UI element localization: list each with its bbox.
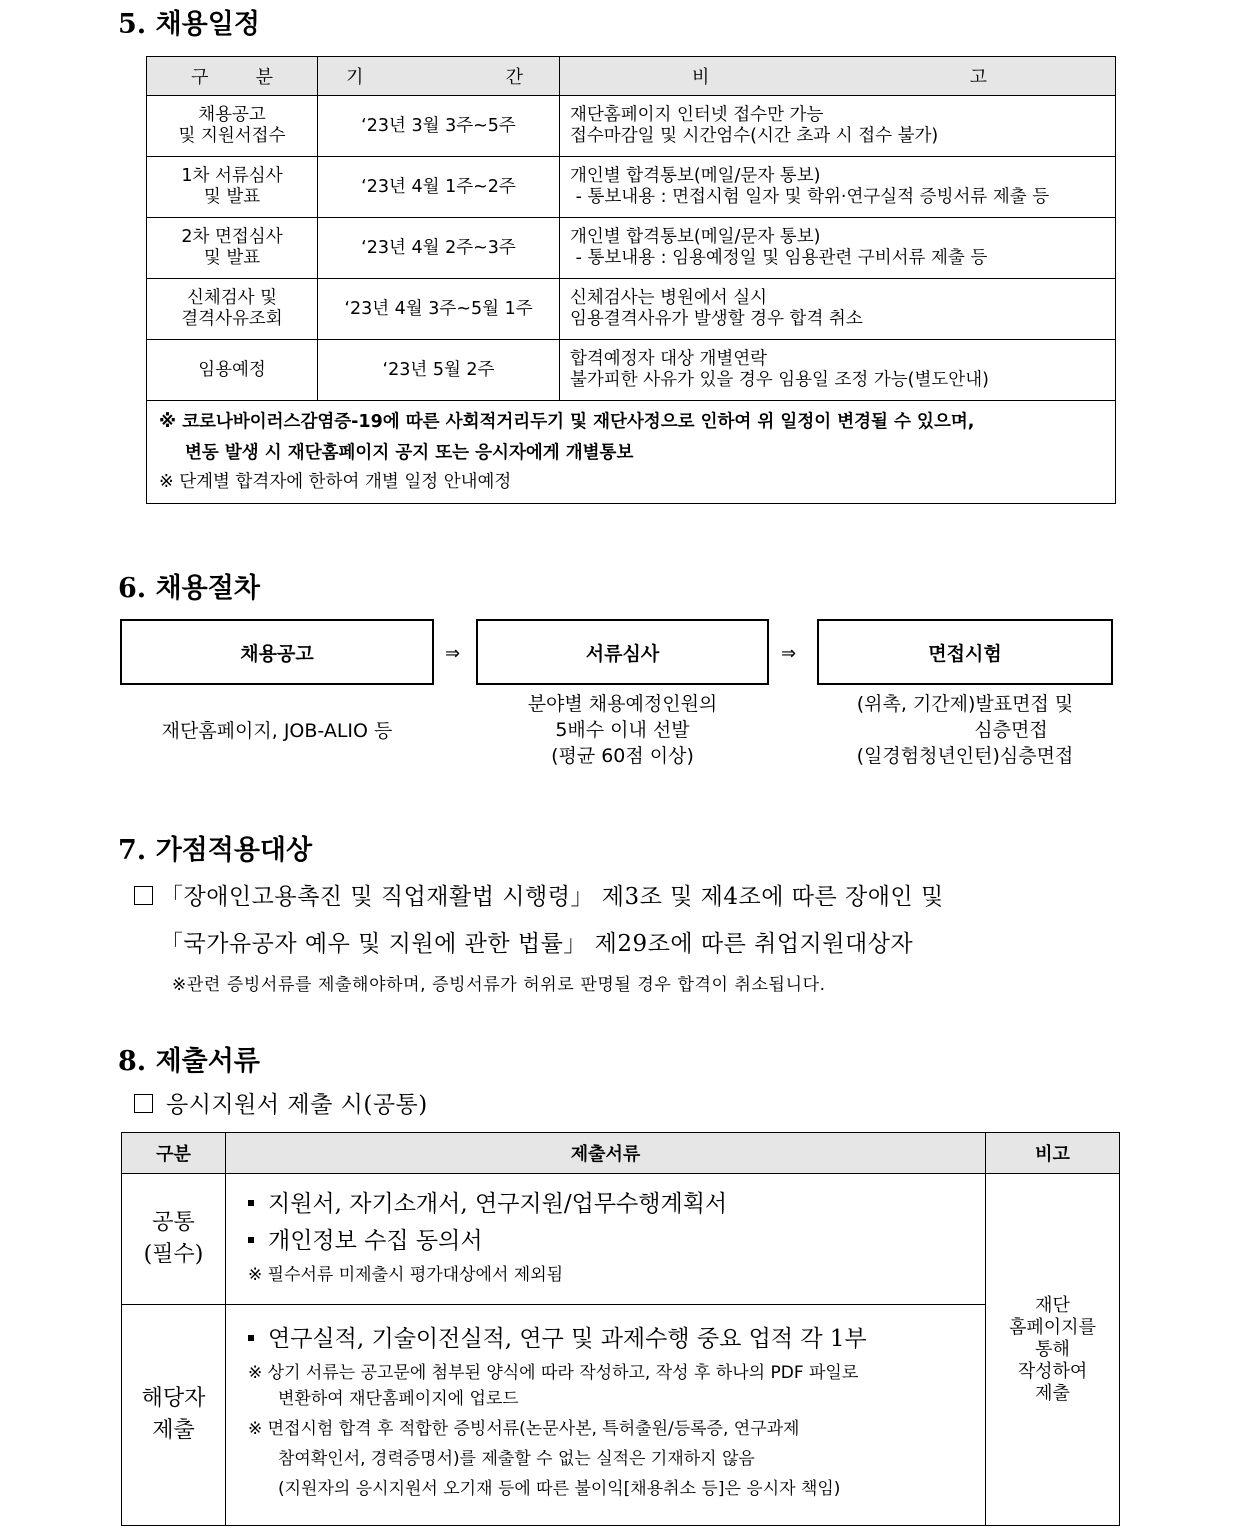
step-box-interview: 면접시험 xyxy=(817,619,1113,685)
stage-remarks: 개인별 합격통보(메일/문자 통보) - 통보내용 : 면접시험 일자 및 학위·연구실적 증빙서류 제출 등 xyxy=(560,157,1116,218)
step-desc-announcement: 재단홈페이지, JOB-ALIO 등 xyxy=(161,720,393,742)
schedule-table xyxy=(146,56,1116,504)
stage-period: ‘23년 3월 3주~5주 xyxy=(318,96,560,157)
stage-name: 임용예정 xyxy=(147,340,318,401)
step-desc-interview: (위촉, 기간제)발표면접 및 심층면접 (일경험청년인턴)심층면접 xyxy=(856,693,1074,767)
stage-remarks: 합격예정자 대상 개별연락 불가피한 사유가 있을 경우 임용일 조정 가능(별도안내) xyxy=(560,340,1116,401)
category-common: 공통 (필수) xyxy=(122,1174,226,1305)
list-item: 지원서, 자기소개서, 연구지원/업무수행계획서 xyxy=(248,1186,985,1223)
bullet-icon xyxy=(248,1237,254,1243)
header-documents: 제출서류 xyxy=(226,1133,986,1174)
table-row xyxy=(147,96,1116,157)
step-desc-document-review: 분야별 채용예정인원의 5배수 이내 선발 (평균 60점 이상) xyxy=(527,693,718,767)
section-8-title: 8. 제출서류 xyxy=(118,1046,260,1077)
header-category: 구 분 xyxy=(147,57,318,96)
stage-name: 1차 서류심사 및 발표 xyxy=(147,157,318,218)
bonus-line-disabled: 「장애인고용촉진 및 직업재활법 시행령」 제3조 및 제4조에 따른 장애인 및 xyxy=(160,884,944,910)
section-6-title: 6. 채용절차 xyxy=(118,573,260,604)
stage-remarks: 신체검사는 병원에서 실시 임용결격사유가 발생할 경우 합격 취소 xyxy=(560,279,1116,340)
table-row xyxy=(122,1174,1120,1305)
list-item: 연구실적, 기술이전실적, 연구 및 과제수행 중요 업적 각 1부 xyxy=(248,1321,985,1358)
bullet-icon xyxy=(248,1335,254,1341)
remarks-cell: 재단 홈페이지를 통해 작성하여 제출 xyxy=(986,1174,1120,1526)
stage-name: 신체검사 및 결격사유조회 xyxy=(147,279,318,340)
schedule-note-change-cont: 변동 발생 시 재단홈페이지 공지 또는 응시자에게 개별통보 xyxy=(185,443,634,463)
documents-header-row xyxy=(122,1133,1120,1174)
table-row xyxy=(147,279,1116,340)
category-applicable: 해당자 제출 xyxy=(122,1305,226,1526)
checkbox-square-icon xyxy=(134,1094,153,1113)
header-remarks: 비 고 xyxy=(560,57,1116,96)
applicable-note-evidence: ※ 면접시험 합격 후 적합한 증빙서류(논문사본, 특허출원/등록증, 연구과제 참여확인서, 경력증명서)를 제출할 수 없는 실적은 기재하지 않음 (지원자의 응시지원서 오기재 등에 따른 불이익[채용취소 등]은 응시자 책임) xyxy=(248,1419,841,1499)
stage-remarks: 개인별 합격통보(메일/문자 통보) - 통보내용 : 임용예정일 및 임용관련 구비서류 제출 등 xyxy=(560,218,1116,279)
stage-remarks: 재단홈페이지 인터넷 접수만 가능 접수마감일 및 시간엄수(시간 초과 시 접수 불가) xyxy=(560,96,1116,157)
header-period: 기 간 xyxy=(318,57,560,96)
arrow-icon: ⇒ xyxy=(781,643,797,664)
documents-table xyxy=(121,1132,1120,1526)
stage-period: ‘23년 4월 1주~2주 xyxy=(318,157,560,218)
header-category: 구분 xyxy=(122,1133,226,1174)
applicable-documents xyxy=(226,1305,986,1526)
schedule-notes-row xyxy=(147,401,1116,504)
stage-period: ‘23년 4월 3주~5월 1주 xyxy=(318,279,560,340)
step-box-announcement: 채용공고 xyxy=(120,619,434,685)
arrow-icon: ⇒ xyxy=(445,643,461,664)
schedule-notes xyxy=(147,401,1116,504)
documents-subtitle: 응시지원서 제출 시(공통) xyxy=(166,1092,428,1118)
bullet-icon xyxy=(248,1200,254,1206)
common-documents xyxy=(226,1174,986,1305)
stage-period: ‘23년 4월 2주~3주 xyxy=(318,218,560,279)
table-row xyxy=(122,1305,1120,1526)
step-box-document-review: 서류심사 xyxy=(476,619,769,685)
stage-name: 채용공고 및 지원서접수 xyxy=(147,96,318,157)
table-row xyxy=(147,340,1116,401)
section-5-title: 5. 채용일정 xyxy=(118,9,260,40)
bonus-line-veterans: 「국가유공자 예우 및 지원에 관한 법률」 제29조에 따른 취업지원대상자 xyxy=(160,931,914,957)
schedule-header-row xyxy=(147,57,1116,96)
stage-name: 2차 면접심사 및 발표 xyxy=(147,218,318,279)
section-7-title: 7. 가점적용대상 xyxy=(118,835,313,866)
schedule-note-individual: ※ 단계별 합격자에 한하여 개별 일정 안내예정 xyxy=(159,472,512,492)
bonus-note: ※관련 증빙서류를 제출해야하며, 증빙서류가 허위로 판명될 경우 합격이 취소됩니다. xyxy=(172,975,826,995)
checkbox-square-icon xyxy=(134,886,153,905)
table-row xyxy=(147,157,1116,218)
list-item: 개인정보 수집 동의서 xyxy=(248,1223,985,1260)
header-remarks: 비고 xyxy=(986,1133,1120,1174)
common-note: ※ 필수서류 미제출시 평가대상에서 제외됨 xyxy=(248,1265,564,1285)
table-row xyxy=(147,218,1116,279)
applicable-note-format: ※ 상기 서류는 공고문에 첨부된 양식에 따라 작성하고, 작성 후 하나의 PDF 파일로 변환하여 재단홈페이지에 업로드 xyxy=(248,1363,859,1409)
schedule-note-change: ※ 코로나바이러스감염증-19에 따른 사회적거리두기 및 재단사정으로 인하여 위 일정이 변경될 수 있으며, xyxy=(159,412,975,432)
stage-period: ‘23년 5월 2주 xyxy=(318,340,560,401)
